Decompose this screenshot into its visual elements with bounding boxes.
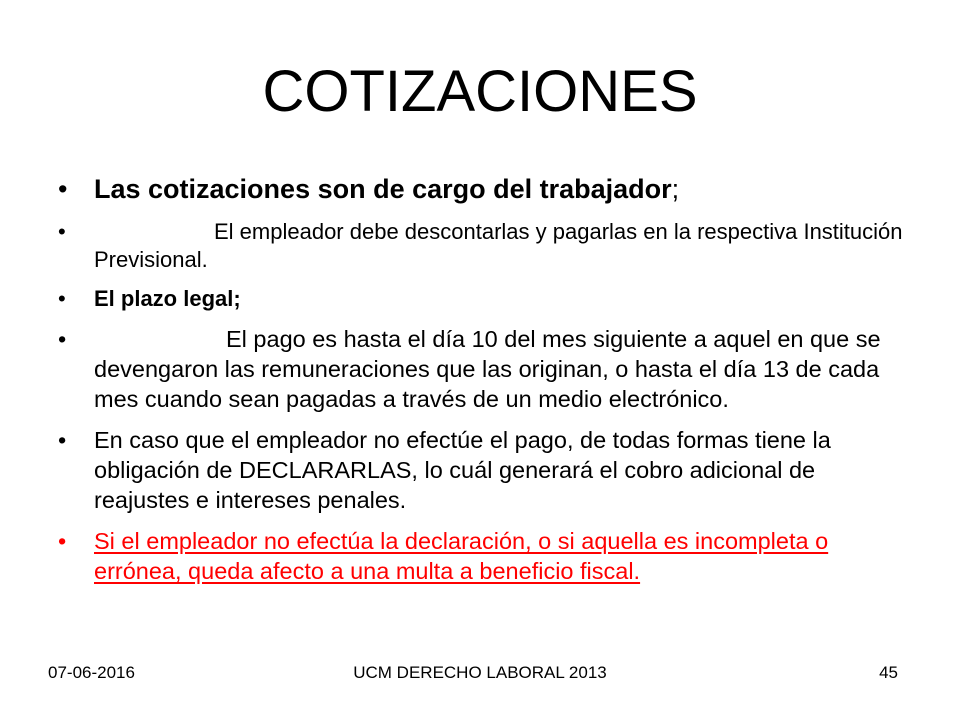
bullet-text: El pago es hasta el día 10 del mes siguiente a aquel en que se devengaron las remuneraciones que las originan, o hasta el día 13 de cada mes cuando sean pagadas a través de un medio electrónico. [94,326,881,412]
bullet-text: El empleador debe descontarlas y pagarlas en la respectiva Institución Previsional. [94,219,903,272]
bullet-item-multa-fiscal [58,526,908,586]
bullet-dot-icon: • [58,286,66,311]
footer-date: 07-06-2016 [48,663,135,682]
slide-title: COTIZACIONES [262,59,698,124]
bullet-dot-icon: • [58,427,67,453]
bullet-bold-text: Las cotizaciones son de cargo del trabajador [94,174,672,204]
bullet-item-empleador-descuenta [58,218,908,274]
bullet-item-declararlas [58,425,908,515]
bullet-item-pago-dia-10 [58,324,908,414]
footer-page-number: 45 [879,663,898,682]
footer-center-text: UCM DERECHO LABORAL 2013 [353,663,607,682]
bullet-dot-icon: • [58,528,67,554]
bullet-item-cargo-trabajador [58,172,908,206]
bullet-dot-icon: • [58,174,68,204]
bullet-text: En caso que el empleador no efectúe el pago, de todas formas tiene la obligación de DECLARARLAS, lo cuál generará el cobro adicional de reajustes e intereses penales. [94,427,831,513]
bullet-text: Si el empleador no efectúa la declaración, o si aquella es incompleta o errónea, queda afecto a una multa a beneficio fiscal. [94,528,829,584]
bullet-item-plazo-legal [58,285,908,313]
bullet-text: ; [671,174,680,204]
bullet-dot-icon: • [58,219,66,244]
bullet-list [58,172,908,597]
bullet-dot-icon: • [58,326,67,352]
bullet-bold-text: El plazo legal; [94,286,241,311]
